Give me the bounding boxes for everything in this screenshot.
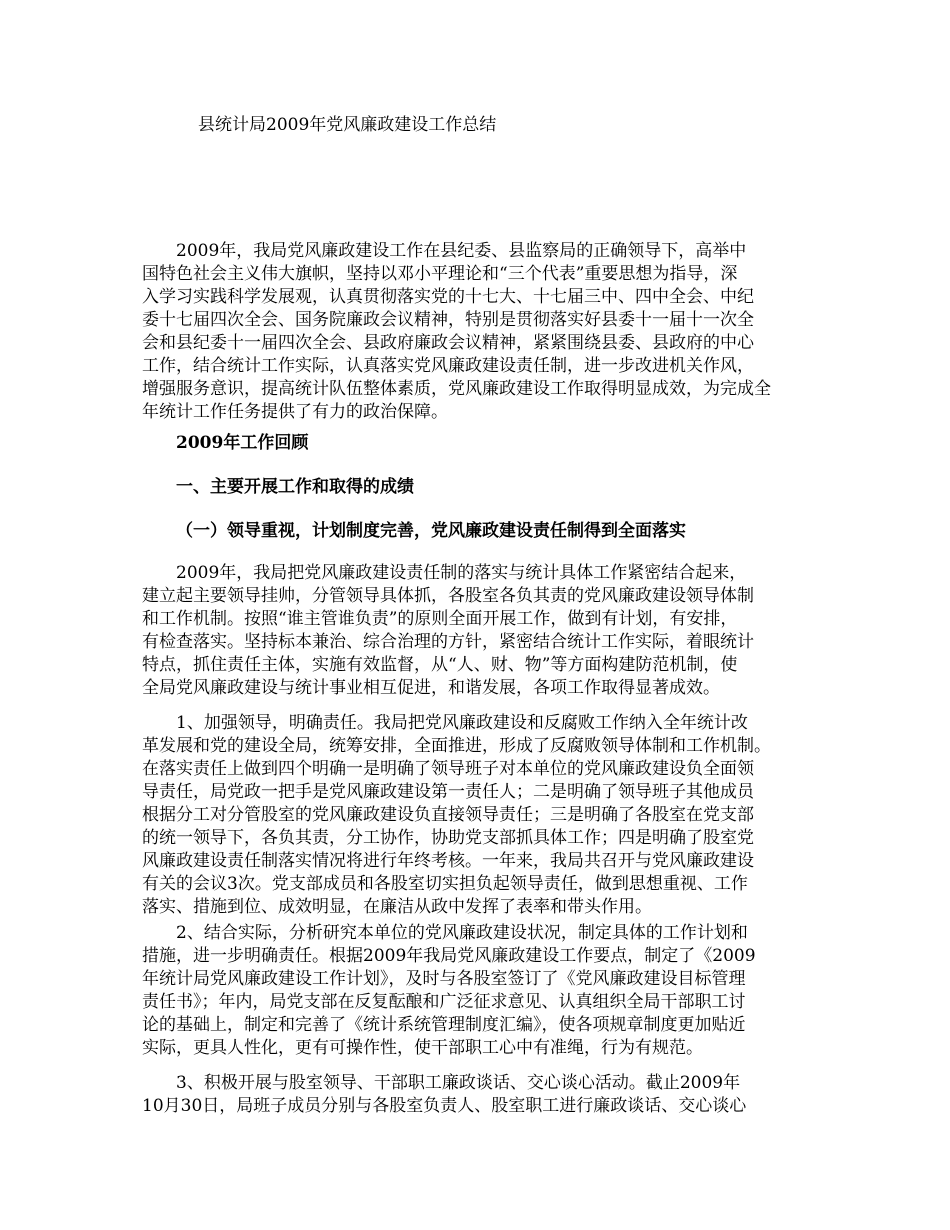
text-line: 2009年，我局党风廉政建设工作在县纪委、县监察局的正确领导下，高举中 <box>142 241 747 261</box>
text-line: 入学习实践科学发展观，认真贯彻落实党的十七大、十七届三中、四中全会、中纪 <box>142 287 754 307</box>
text-line: 和工作机制。按照“谁主管谁负责”的原则全面开展工作，做到有计划，有安排， <box>142 609 738 629</box>
text-line: 2009年，我局把党风廉政建设责任制的落实与统计具体工作紧密结合起来， <box>142 563 747 583</box>
item3-paragraph <box>142 1072 832 1118</box>
review-heading: 2009年工作回顾 <box>176 433 309 453</box>
text-line: 责任书》；年内，局党支部在反复酝酿和广泛征求意见、认真组织全局干部职工讨 <box>142 992 746 1012</box>
text-line: 国特色社会主义伟大旗帜，坚持以邓小平理论和“三个代表”重要思想为指导，深 <box>142 264 738 284</box>
text-line: 10月30日，局班子成员分别与各股室负责人、股室职工进行廉政谈话、交心谈心 <box>142 1096 747 1116</box>
text-line: 年统计工作任务提供了有力的政治保障。 <box>142 402 448 422</box>
text-line: 特点，抓住责任主体，实施有效监督，从“人、财、物”等方面构建防范机制，使 <box>142 655 738 675</box>
text-line: 有检查落实。坚持标本兼治、综合治理的方针，紧密结合统计工作实际，着眼统计 <box>142 632 754 652</box>
text-line: 的统一领导下，各负其责，分工协作，协助党支部抓具体工作；四是明确了股室党 <box>142 828 754 848</box>
text-line: 委十七届四次全会、国务院廉政会议精神，特别是贯彻落实好县委十一届十一次全 <box>142 310 754 330</box>
text-line: 导责任，局党政一把手是党风廉政建设第一责任人；二是明确了领导班子其他成员 <box>142 782 754 802</box>
text-line: 2、结合实际，分析研究本单位的党风廉政建设状况，制定具体的工作计划和 <box>142 923 748 943</box>
text-line: 革发展和党的建设全局，统筹安排，全面推进，形成了反腐败领导体制和工作机制。 <box>142 736 771 756</box>
text-line: 有关的会议3次。党支部成员和各股室切实担负起领导责任，做到思想重视、工作 <box>142 874 748 894</box>
text-line: 论的基础上，制定和完善了《统计系统管理制度汇编》，使各项规章制度更加贴近 <box>142 1015 746 1035</box>
text-line: 措施，进一步明确责任。根据2009年我局党风廉政建设工作要点，制定了《2009 <box>142 946 756 966</box>
text-line: 1、加强领导，明确责任。我局把党风廉政建设和反腐败工作纳入全年统计改 <box>142 713 748 733</box>
intro-paragraph <box>142 240 832 424</box>
text-line: 会和县纪委十一届四次全会、县政府廉政会议精神，紧紧围绕县委、县政府的中心 <box>142 333 754 353</box>
text-line: 建立起主要领导挂帅，分管领导具体抓，各股室各负其责的党风廉政建设领导体制 <box>142 586 754 606</box>
item2-paragraph <box>142 922 832 1060</box>
subsection-paragraph <box>142 562 832 700</box>
section-heading: 一、主要开展工作和取得的成绩 <box>176 477 414 497</box>
text-line: 全局党风廉政建设与统计事业相互促进，和谐发展，各项工作取得显著成效。 <box>142 678 720 698</box>
text-line: 在落实责任上做到四个明确一是明确了领导班子对本单位的党风廉政建设负全面领 <box>142 759 754 779</box>
document-title: 县统计局2009年党风廉政建设工作总结 <box>198 115 497 135</box>
text-line: 3、积极开展与股室领导、干部职工廉政谈话、交心谈心活动。截止2009年 <box>142 1073 741 1093</box>
text-line: 增强服务意识，提高统计队伍整体素质，党风廉政建设工作取得明显成效，为完成全 <box>142 379 771 399</box>
text-line: 风廉政建设责任制落实情况将进行年终考核。一年来，我局共召开与党风廉政建设 <box>142 851 754 871</box>
text-line: 根据分工对分管股室的党风廉政建设负直接领导责任；三是明确了各股室在党支部 <box>142 805 754 825</box>
text-line: 落实、措施到位、成效明显，在廉洁从政中发挥了表率和带头作用。 <box>142 897 652 917</box>
subsection-heading: （一）领导重视，计划制度完善，党风廉政建设责任制得到全面落实 <box>176 521 686 541</box>
text-line: 年统计局党风廉政建设工作计划》，及时与各股室签订了《党风廉政建设目标管理 <box>142 969 746 989</box>
item1-paragraph <box>142 712 832 919</box>
text-line: 工作，结合统计工作实际，认真落实党风廉政建设责任制，进一步改进机关作风， <box>142 356 754 376</box>
text-line: 实际，更具人性化，更有可操作性，使干部职工心中有准绳，行为有规范。 <box>142 1038 703 1058</box>
